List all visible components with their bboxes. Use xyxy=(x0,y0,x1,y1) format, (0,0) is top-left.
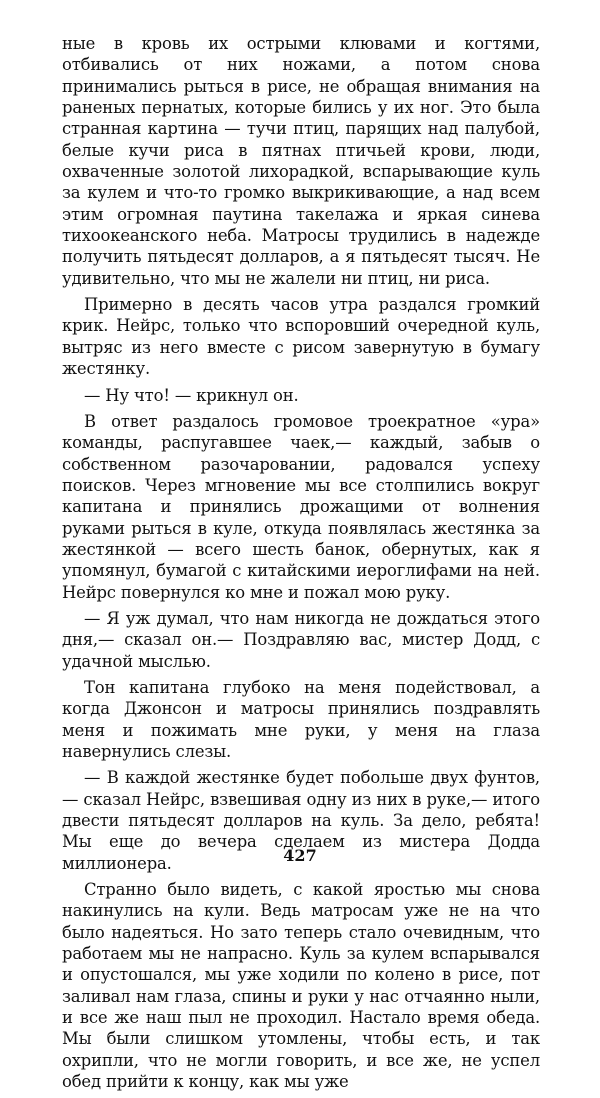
paragraph: Тон капитана глубоко на меня подействовал, а когда Джонсон и матросы принялись поздравлять меня и пожимать мне руки, у меня на глаза навернулись слезы. xyxy=(62,677,540,761)
body-text xyxy=(62,33,540,1098)
dialogue-line: — Я уж думал, что нам никогда не дождаться этого дня,— сказал он.— Поздравляю вас, мистер Додд, с удачной мыслью. xyxy=(62,608,540,671)
paragraph: Примерно в десять часов утра раздался громкий крик. Нейрс, только что вспоровший очередной куль, вытряс из него вместе с рисом завернутую в бумагу жестянку. xyxy=(62,295,540,379)
dialogue-line: — В каждой жестянке будет побольше двух фунтов,— сказал Нейрс, взвешивая одну из них в руке,— итого двести пятьдесят долларов на куль. За дело, ребята! Мы еще до вечера сделаем из мистера Додда миллионера. xyxy=(62,768,540,873)
paragraph-continued: ные в кровь их острыми клювами и когтями, отбивались от них ножами, а потом снова принимались рыться в рисе, не обращая внимания на раненых пернатых, которые бились у их ног. Это была странная картина — тучи птиц, парящих над палубой, белые кучи риса в пятнах птичьей крови, люди, охваченные золотой лихорадкой, вспарывающие куль за кулем и что-то громко выкрикивающие, а над всем этим огромная паутина такелажа и яркая синева тихоокеанского неба. Матросы трудились в надежде получить пятьдесят долларов, а я пятьдесят тысяч. Не удивительно, что мы не жалели ни птиц, ни риса. xyxy=(62,34,540,288)
paragraph: В ответ раздалось громовое троекратное «ура» команды, распугавшее чаек,— каждый, забыв о собственном разочаровании, радовался успеху поисков. Через мгновение мы все столпились вокруг капитана и принялись дрожащими от волнения руками рыться в куле, откуда появлялась жестянка за жестянкой — всего шесть банок, обернутых, как я упомянул, бумагой с китайскими иероглифами на ней. Нейрс повернулся ко мне и пожал мою руку. xyxy=(62,411,540,602)
page-number: 427 xyxy=(283,846,317,865)
dialogue-line: — Ну что! — крикнул он. xyxy=(84,385,299,405)
paragraph: Странно было видеть, с какой яростью мы снова накинулись на кули. Ведь матросам уже не на что было надеяться. Но зато теперь стало очевидным, что работаем мы не напрасно. Куль за кулем вспарывался и опустошался, мы уже ходили по колено в рисе, пот заливал нам глаза, спины и руки у нас отчаянно ныли, и все же наш пыл не проходил. Настало время обеда. Мы были слишком утомлены, чтобы есть, и так охрипли, что не могли говорить, и все же, не успел обед прийти к концу, как мы уже xyxy=(62,880,540,1092)
